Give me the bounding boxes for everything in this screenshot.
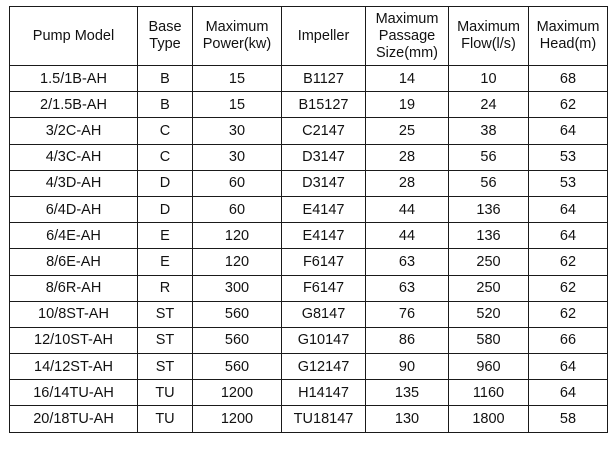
table-row	[10, 196, 608, 222]
cell-maximum-flow: 136	[449, 223, 529, 249]
cell-base-type: D	[138, 170, 193, 196]
cell-maximum-head: 68	[529, 66, 608, 92]
cell-pump-model: 4/3D-AH	[10, 170, 138, 196]
cell-maximum-power: 120	[193, 223, 282, 249]
cell-impeller: C2147	[282, 118, 366, 144]
cell-maximum-flow: 580	[449, 327, 529, 353]
cell-impeller: E4147	[282, 196, 366, 222]
column-header-text: Pump Model	[32, 27, 115, 44]
cell-pump-model: 4/3C-AH	[10, 144, 138, 170]
cell-maximum-passage-size: 90	[366, 354, 449, 380]
cell-maximum-head: 53	[529, 144, 608, 170]
column-header-text: Maximum	[375, 10, 439, 27]
cell-maximum-head: 58	[529, 406, 608, 432]
table-header-row	[10, 7, 608, 66]
column-header-text: Maximum	[457, 19, 520, 35]
column-header-text: Type	[149, 36, 181, 52]
column-header-text: Flow(l/s)	[461, 36, 516, 52]
table-row	[10, 354, 608, 380]
cell-maximum-power: 15	[193, 66, 282, 92]
column-header-impeller	[282, 7, 366, 66]
cell-pump-model: 16/14TU-AH	[10, 380, 138, 406]
cell-impeller: D3147	[282, 170, 366, 196]
column-header-text: Maximum	[205, 19, 269, 35]
cell-pump-model: 8/6E-AH	[10, 249, 138, 275]
cell-maximum-flow: 10	[449, 66, 529, 92]
cell-base-type: C	[138, 144, 193, 170]
cell-pump-model: 10/8ST-AH	[10, 301, 138, 327]
cell-maximum-flow: 136	[449, 196, 529, 222]
column-header-text: Head(m)	[539, 36, 597, 52]
table-row	[10, 170, 608, 196]
cell-pump-model: 1.5/1B-AH	[10, 66, 138, 92]
cell-impeller: D3147	[282, 144, 366, 170]
cell-maximum-passage-size: 19	[366, 92, 449, 118]
cell-maximum-head: 64	[529, 380, 608, 406]
column-header-text: Maximum	[536, 19, 600, 35]
column-header-text: Power(kw)	[202, 36, 272, 52]
column-header-maximum-head	[529, 7, 608, 66]
cell-pump-model: 8/6R-AH	[10, 275, 138, 301]
cell-maximum-passage-size: 63	[366, 249, 449, 275]
cell-maximum-passage-size: 44	[366, 223, 449, 249]
cell-impeller: E4147	[282, 223, 366, 249]
cell-maximum-power: 30	[193, 118, 282, 144]
cell-pump-model: 14/12ST-AH	[10, 354, 138, 380]
cell-maximum-head: 64	[529, 223, 608, 249]
table-row	[10, 249, 608, 275]
table-body	[10, 66, 608, 433]
cell-maximum-passage-size: 130	[366, 406, 449, 432]
table-row	[10, 406, 608, 432]
cell-impeller: TU18147	[282, 406, 366, 432]
cell-maximum-passage-size: 14	[366, 66, 449, 92]
table-row	[10, 118, 608, 144]
cell-maximum-passage-size: 44	[366, 196, 449, 222]
cell-pump-model: 12/10ST-AH	[10, 327, 138, 353]
cell-impeller: H14147	[282, 380, 366, 406]
cell-maximum-passage-size: 135	[366, 380, 449, 406]
cell-base-type: E	[138, 249, 193, 275]
cell-impeller: G8147	[282, 301, 366, 327]
column-header-text: Impeller	[297, 27, 350, 44]
column-header-maximum-power	[193, 7, 282, 66]
cell-base-type: R	[138, 275, 193, 301]
table-row	[10, 275, 608, 301]
cell-maximum-passage-size: 86	[366, 327, 449, 353]
table-row	[10, 144, 608, 170]
cell-maximum-flow: 960	[449, 354, 529, 380]
column-header-pump-model	[10, 7, 138, 66]
cell-maximum-passage-size: 25	[366, 118, 449, 144]
column-header-text: Size(mm)	[375, 44, 439, 61]
cell-maximum-passage-size: 28	[366, 144, 449, 170]
column-header-maximum-passage-size	[366, 7, 449, 66]
cell-base-type: E	[138, 223, 193, 249]
table-row	[10, 92, 608, 118]
cell-pump-model: 6/4D-AH	[10, 196, 138, 222]
cell-maximum-flow: 250	[449, 275, 529, 301]
cell-maximum-power: 1200	[193, 380, 282, 406]
cell-maximum-passage-size: 76	[366, 301, 449, 327]
column-header-text: Passage	[378, 27, 436, 44]
cell-maximum-power: 560	[193, 354, 282, 380]
cell-maximum-head: 62	[529, 249, 608, 275]
cell-impeller: G12147	[282, 354, 366, 380]
table-row	[10, 66, 608, 92]
cell-maximum-power: 30	[193, 144, 282, 170]
cell-maximum-head: 64	[529, 196, 608, 222]
cell-base-type: ST	[138, 327, 193, 353]
cell-base-type: B	[138, 66, 193, 92]
column-header-base-type	[138, 7, 193, 66]
cell-base-type: ST	[138, 354, 193, 380]
cell-maximum-head: 64	[529, 354, 608, 380]
cell-base-type: TU	[138, 380, 193, 406]
cell-maximum-power: 60	[193, 170, 282, 196]
cell-maximum-head: 66	[529, 327, 608, 353]
column-header-maximum-flow	[449, 7, 529, 66]
cell-impeller: B15127	[282, 92, 366, 118]
cell-maximum-power: 560	[193, 301, 282, 327]
cell-base-type: C	[138, 118, 193, 144]
cell-pump-model: 2/1.5B-AH	[10, 92, 138, 118]
cell-maximum-power: 560	[193, 327, 282, 353]
cell-maximum-head: 53	[529, 170, 608, 196]
cell-maximum-flow: 1800	[449, 406, 529, 432]
cell-maximum-flow: 1160	[449, 380, 529, 406]
cell-base-type: ST	[138, 301, 193, 327]
cell-impeller: G10147	[282, 327, 366, 353]
cell-maximum-flow: 24	[449, 92, 529, 118]
cell-maximum-head: 64	[529, 118, 608, 144]
cell-base-type: D	[138, 196, 193, 222]
cell-maximum-head: 62	[529, 301, 608, 327]
cell-base-type: TU	[138, 406, 193, 432]
cell-impeller: F6147	[282, 249, 366, 275]
table-row	[10, 380, 608, 406]
cell-base-type: B	[138, 92, 193, 118]
cell-maximum-head: 62	[529, 275, 608, 301]
cell-impeller: F6147	[282, 275, 366, 301]
table-row	[10, 223, 608, 249]
cell-maximum-power: 120	[193, 249, 282, 275]
cell-maximum-flow: 56	[449, 144, 529, 170]
cell-maximum-flow: 56	[449, 170, 529, 196]
cell-maximum-flow: 250	[449, 249, 529, 275]
cell-maximum-flow: 38	[449, 118, 529, 144]
table-row	[10, 327, 608, 353]
cell-pump-model: 20/18TU-AH	[10, 406, 138, 432]
table-row	[10, 301, 608, 327]
cell-maximum-head: 62	[529, 92, 608, 118]
cell-pump-model: 3/2C-AH	[10, 118, 138, 144]
cell-maximum-power: 300	[193, 275, 282, 301]
cell-maximum-power: 1200	[193, 406, 282, 432]
cell-maximum-power: 15	[193, 92, 282, 118]
pump-spec-table	[9, 6, 608, 433]
column-header-text: Base	[148, 19, 182, 35]
cell-maximum-passage-size: 28	[366, 170, 449, 196]
cell-maximum-flow: 520	[449, 301, 529, 327]
cell-maximum-power: 60	[193, 196, 282, 222]
cell-impeller: B1127	[282, 66, 366, 92]
cell-maximum-passage-size: 63	[366, 275, 449, 301]
cell-pump-model: 6/4E-AH	[10, 223, 138, 249]
